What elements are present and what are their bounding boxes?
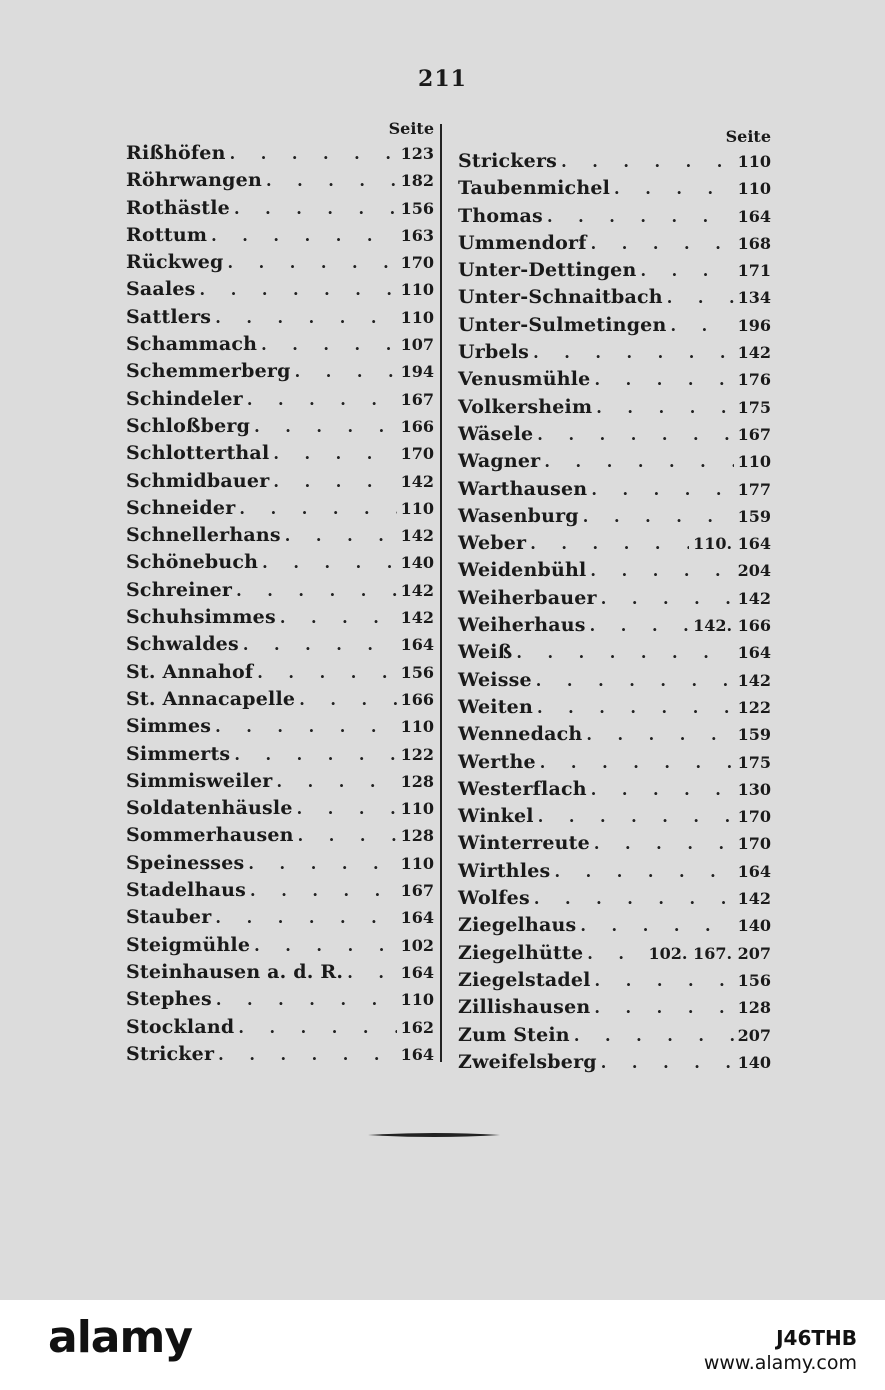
entry-page-ref: 102 <box>400 935 434 955</box>
entry-page-ref: 142 <box>737 343 771 363</box>
entry-page-ref: 164 <box>400 962 434 982</box>
entry-name: Steinhausen a. d. R. <box>126 960 344 983</box>
entry-name: Schmidbauer <box>126 469 270 492</box>
entry-page-ref: 142. 166 <box>693 616 771 636</box>
entry-name: Ziegelhaus <box>458 914 577 937</box>
index-entry <box>458 476 771 503</box>
entry-page-ref: 142 <box>737 588 771 608</box>
entry-page-ref: 142 <box>737 670 771 690</box>
entry-name: Schönebuch <box>126 551 259 574</box>
leader-dots <box>262 549 396 576</box>
entry-name: Wirthles <box>458 859 551 882</box>
entry-page-ref: 110 <box>400 990 434 1010</box>
index-column-left <box>126 118 434 1068</box>
entry-page-ref: 164 <box>400 635 434 655</box>
leader-dots <box>227 249 396 276</box>
entry-name: Simmerts <box>126 742 231 765</box>
index-entry <box>458 776 771 803</box>
entry-name: Schreiner <box>126 578 233 601</box>
entry-name: Unter-Sulmetingen <box>458 313 667 336</box>
entry-name: Simmes <box>126 715 212 738</box>
entry-name: Stephes <box>126 988 212 1011</box>
entry-page-ref: 167 <box>400 389 434 409</box>
entry-name: Simmisweiler <box>126 769 273 792</box>
entry-name: Weiherbauer <box>458 586 597 609</box>
leader-dots <box>536 667 734 694</box>
leader-dots <box>234 195 397 222</box>
leader-dots <box>640 257 733 284</box>
entry-page-ref: 142 <box>400 580 434 600</box>
entry-name: Soldatenhäusle <box>126 797 293 820</box>
index-entry <box>126 276 434 303</box>
index-entry <box>126 795 434 822</box>
entry-name: Weiß <box>458 641 513 664</box>
index-entry <box>458 967 771 994</box>
entry-page-ref: 110 <box>400 280 434 300</box>
entry-page-ref: 159 <box>737 506 771 526</box>
entry-name: Ziegelhütte <box>458 941 584 964</box>
index-entry <box>458 721 771 748</box>
leader-dots <box>561 148 734 175</box>
leader-dots <box>280 604 397 631</box>
entry-page-ref: 140 <box>737 1052 771 1072</box>
index-entry <box>458 257 771 284</box>
entry-name: Strickers <box>458 150 558 172</box>
entry-page-ref: 163 <box>400 225 434 245</box>
leader-dots <box>261 331 396 358</box>
index-entry <box>458 312 771 339</box>
index-entry <box>126 904 434 931</box>
leader-dots <box>347 959 396 986</box>
index-entry <box>458 421 771 448</box>
entry-page-ref: 170 <box>400 253 434 273</box>
index-entry <box>126 522 434 549</box>
entry-page-ref: 140 <box>400 553 434 573</box>
entry-page-ref: 110 <box>737 179 771 199</box>
leader-dots <box>295 358 397 385</box>
index-entry <box>458 749 771 776</box>
column-header-left: Seite <box>388 119 434 138</box>
index-entry <box>126 932 434 959</box>
entry-page-ref: 128 <box>400 771 434 791</box>
leader-dots <box>254 932 396 959</box>
entry-name: Westerflach <box>458 777 587 800</box>
entry-page-ref: 107 <box>400 335 434 355</box>
entry-page-ref: 166 <box>400 416 434 436</box>
leader-dots <box>534 885 734 912</box>
index-entry <box>126 1041 434 1068</box>
leader-dots <box>590 612 689 639</box>
index-entry <box>126 577 434 604</box>
entry-name: Rottum <box>126 223 208 246</box>
leader-dots <box>257 659 396 686</box>
entry-page-ref: 110 <box>400 498 434 518</box>
index-entry <box>126 140 434 167</box>
entry-page-ref: 176 <box>737 370 771 390</box>
leader-dots <box>247 386 397 413</box>
index-entry <box>458 803 771 830</box>
entry-name: Warthausen <box>458 477 588 500</box>
leader-dots <box>218 1041 396 1068</box>
index-entry <box>126 877 434 904</box>
index-entry <box>458 394 771 421</box>
entry-name: Sommerhausen <box>126 824 294 847</box>
leader-dots <box>537 694 734 721</box>
entry-name: Weisse <box>458 668 532 691</box>
leader-dots <box>667 284 734 311</box>
entry-name: Röhrwangen <box>126 169 262 192</box>
entry-page-ref: 156 <box>737 970 771 990</box>
entry-name: Schlotterthal <box>126 442 270 465</box>
leader-dots <box>580 912 733 939</box>
entry-name: Saales <box>126 278 196 301</box>
entry-name: Schuhsimmes <box>126 606 276 629</box>
leader-dots <box>591 476 733 503</box>
leader-dots <box>215 304 396 331</box>
entry-name: Weiherhaus <box>458 614 586 637</box>
entry-name: Stricker <box>126 1042 215 1065</box>
entry-name: Ummendorf <box>458 231 587 254</box>
leader-dots <box>554 858 733 885</box>
leader-dots <box>533 339 734 366</box>
leader-dots <box>574 1022 734 1049</box>
entry-name: Speinesses <box>126 851 245 874</box>
index-entry <box>458 230 771 257</box>
closing-ornament-rule <box>368 1132 500 1138</box>
leader-dots <box>299 686 396 713</box>
entry-page-ref: 182 <box>400 171 434 191</box>
index-entry <box>126 440 434 467</box>
entry-name: Ziegelstadel <box>458 968 591 991</box>
index-entry <box>458 503 771 530</box>
leader-dots <box>285 522 397 549</box>
entry-name: Winkel <box>458 805 534 828</box>
leader-dots <box>587 940 644 967</box>
entry-name: Schindeler <box>126 387 243 410</box>
entry-page-ref: 134 <box>737 288 771 308</box>
entry-page-ref: 164 <box>400 908 434 928</box>
entry-page-ref: 102. 167. 207 <box>648 943 771 963</box>
index-entry <box>126 249 434 276</box>
entry-name: St. Annahof <box>126 660 254 683</box>
leader-dots <box>266 167 397 194</box>
leader-dots <box>594 366 733 393</box>
image-id-label: J46THB <box>776 1326 857 1350</box>
entry-page-ref: 204 <box>737 561 771 581</box>
entry-page-ref: 110 <box>400 717 434 737</box>
index-entry <box>126 822 434 849</box>
leader-dots <box>215 904 396 931</box>
leader-dots <box>671 312 734 339</box>
index-entry <box>458 339 771 366</box>
leader-dots <box>540 749 734 776</box>
entry-name: Schneider <box>126 496 236 519</box>
index-entry <box>126 195 434 222</box>
index-entry <box>126 358 434 385</box>
entry-page-ref: 122 <box>400 744 434 764</box>
entry-page-ref: 110 <box>400 853 434 873</box>
index-entry <box>126 304 434 331</box>
leader-dots <box>530 530 689 557</box>
leader-dots <box>601 1049 734 1076</box>
index-entry-list-right <box>458 148 771 1076</box>
entry-page-ref: 110 <box>400 799 434 819</box>
entry-page-ref: 196 <box>737 315 771 335</box>
entry-page-ref: 168 <box>737 233 771 253</box>
entry-name: Weber <box>458 532 527 555</box>
entry-page-ref: 110 <box>737 152 771 171</box>
entry-page-ref: 142 <box>400 526 434 546</box>
index-entry <box>458 912 771 939</box>
index-entry <box>458 885 771 912</box>
entry-page-ref: 156 <box>400 198 434 218</box>
entry-page-ref: 156 <box>400 662 434 682</box>
leader-dots <box>248 850 396 877</box>
entry-page-ref: 159 <box>737 725 771 745</box>
leader-dots <box>591 776 734 803</box>
entry-name: Stauber <box>126 906 212 929</box>
index-entry <box>126 331 434 358</box>
entry-name: Unter-Schnaitbach <box>458 286 663 309</box>
entry-name: Rückweg <box>126 251 224 274</box>
index-entry <box>458 940 771 967</box>
leader-dots <box>216 986 397 1013</box>
index-entry <box>458 1022 771 1049</box>
index-entry <box>458 448 771 475</box>
leader-dots <box>297 795 397 822</box>
leader-dots <box>594 994 733 1021</box>
entry-name: Stockland <box>126 1015 235 1038</box>
leader-dots <box>583 503 734 530</box>
leader-dots <box>215 713 396 740</box>
entry-page-ref: 142 <box>400 471 434 491</box>
column-divider <box>440 124 442 1062</box>
entry-page-ref: 162 <box>400 1017 434 1037</box>
leader-dots <box>234 741 396 768</box>
leader-dots <box>595 967 734 994</box>
entry-page-ref: 164 <box>400 1044 434 1064</box>
entry-page-ref: 122 <box>737 697 771 717</box>
entry-name: Zum Stein <box>458 1023 570 1046</box>
leader-dots <box>547 203 734 230</box>
entry-page-ref: 123 <box>400 144 434 163</box>
entry-name: Wennedach <box>458 723 583 746</box>
leader-dots <box>586 721 733 748</box>
index-entry <box>126 768 434 795</box>
index-entry <box>458 175 771 202</box>
index-entry <box>458 203 771 230</box>
entry-page-ref: 171 <box>737 261 771 281</box>
index-entry <box>458 639 771 666</box>
index-entry <box>126 222 434 249</box>
entry-page-ref: 142 <box>400 608 434 628</box>
index-entry <box>126 713 434 740</box>
entry-name: Venusmühle <box>458 368 591 391</box>
entry-page-ref: 164 <box>737 643 771 663</box>
leader-dots <box>211 222 396 249</box>
entry-page-ref: 164 <box>737 206 771 226</box>
index-entry <box>458 148 771 175</box>
entry-name: Sattlers <box>126 305 212 328</box>
index-entry <box>126 413 434 440</box>
entry-page-ref: 170 <box>737 807 771 827</box>
entry-name: Wolfes <box>458 887 530 910</box>
leader-dots <box>544 448 733 475</box>
leader-dots <box>254 413 396 440</box>
index-entry <box>458 830 771 857</box>
entry-page-ref: 130 <box>737 779 771 799</box>
entry-page-ref: 110 <box>737 452 771 472</box>
index-entry <box>126 495 434 522</box>
entry-name: Weiten <box>458 695 533 718</box>
entry-page-ref: 110. 164 <box>693 534 771 554</box>
entry-name: Schwaldes <box>126 633 239 656</box>
index-column-right <box>458 126 771 1076</box>
leader-dots <box>238 1014 396 1041</box>
entry-name: Wäsele <box>458 422 534 445</box>
site-url-label: www.alamy.com <box>703 1352 857 1374</box>
index-entry-list-left <box>126 140 434 1068</box>
leader-dots <box>591 230 734 257</box>
index-entry <box>126 549 434 576</box>
entry-name: Taubenmichel <box>458 177 611 200</box>
entry-name: Rißhöfen <box>126 142 226 164</box>
entry-page-ref: 167 <box>400 881 434 901</box>
entry-page-ref: 207 <box>737 1025 771 1045</box>
index-entry <box>458 557 771 584</box>
leader-dots <box>516 639 733 666</box>
leader-dots <box>239 495 396 522</box>
index-entry <box>126 850 434 877</box>
entry-name: Zillishausen <box>458 996 591 1019</box>
leader-dots <box>276 768 396 795</box>
leader-dots <box>230 140 397 167</box>
leader-dots <box>537 421 733 448</box>
entry-page-ref: 142 <box>737 889 771 909</box>
leader-dots <box>601 585 734 612</box>
entry-name: Volkersheim <box>458 395 593 418</box>
leader-dots <box>273 440 396 467</box>
entry-name: St. Annacapelle <box>126 687 296 710</box>
index-entry <box>126 386 434 413</box>
index-entry <box>458 284 771 311</box>
entry-name: Winterreute <box>458 832 590 855</box>
entry-name: Unter-Dettingen <box>458 259 637 282</box>
entry-name: Zweifelsberg <box>458 1050 597 1073</box>
index-entry <box>126 959 434 986</box>
entry-name: Wagner <box>458 450 541 473</box>
entry-name: Werthe <box>458 750 536 773</box>
index-entry <box>126 1014 434 1041</box>
index-entry <box>458 694 771 721</box>
index-entry <box>126 686 434 713</box>
index-entry <box>126 468 434 495</box>
entry-name: Wasenburg <box>458 504 579 527</box>
entry-page-ref: 128 <box>400 826 434 846</box>
entry-page-ref: 110 <box>400 307 434 327</box>
entry-page-ref: 167 <box>737 424 771 444</box>
entry-page-ref: 140 <box>737 916 771 936</box>
entry-name: Thomas <box>458 204 543 227</box>
index-entry <box>126 986 434 1013</box>
index-entry <box>126 659 434 686</box>
index-entry <box>458 530 771 557</box>
index-entry <box>458 612 771 639</box>
index-entry <box>126 167 434 194</box>
index-entry <box>126 631 434 658</box>
entry-page-ref: 128 <box>737 998 771 1018</box>
entry-page-ref: 166 <box>400 689 434 709</box>
leader-dots <box>236 577 396 604</box>
leader-dots <box>273 468 396 495</box>
brand-logo: alamy <box>48 1312 192 1363</box>
leader-dots <box>200 276 397 303</box>
index-entry <box>458 994 771 1021</box>
leader-dots <box>243 631 397 658</box>
entry-name: Schemmerberg <box>126 360 291 383</box>
entry-page-ref: 175 <box>737 752 771 772</box>
entry-page-ref: 170 <box>400 444 434 464</box>
leader-dots <box>594 830 734 857</box>
entry-name: Schloßberg <box>126 414 251 437</box>
leader-dots <box>596 394 733 421</box>
index-entry <box>458 1049 771 1076</box>
entry-page-ref: 170 <box>737 834 771 854</box>
leader-dots <box>538 803 734 830</box>
index-entry <box>458 366 771 393</box>
entry-page-ref: 194 <box>400 362 434 382</box>
index-entry <box>458 585 771 612</box>
entry-name: Stadelhaus <box>126 879 247 902</box>
index-entry <box>126 604 434 631</box>
entry-name: Urbels <box>458 341 530 364</box>
entry-page-ref: 164 <box>737 861 771 881</box>
leader-dots <box>250 877 397 904</box>
entry-page-ref: 177 <box>737 479 771 499</box>
entry-name: Rothästle <box>126 196 230 219</box>
entry-name: Schammach <box>126 333 258 356</box>
leader-dots <box>298 822 397 849</box>
leader-dots <box>614 175 734 202</box>
index-entry <box>458 858 771 885</box>
page-number: 211 <box>418 66 467 92</box>
index-entry <box>126 741 434 768</box>
entry-name: Steigmühle <box>126 933 251 956</box>
column-header-right: Seite <box>725 127 771 146</box>
index-entry <box>458 667 771 694</box>
entry-page-ref: 175 <box>737 397 771 417</box>
entry-name: Schnellerhans <box>126 524 281 547</box>
leader-dots <box>590 557 733 584</box>
entry-name: Weidenbühl <box>458 559 587 582</box>
